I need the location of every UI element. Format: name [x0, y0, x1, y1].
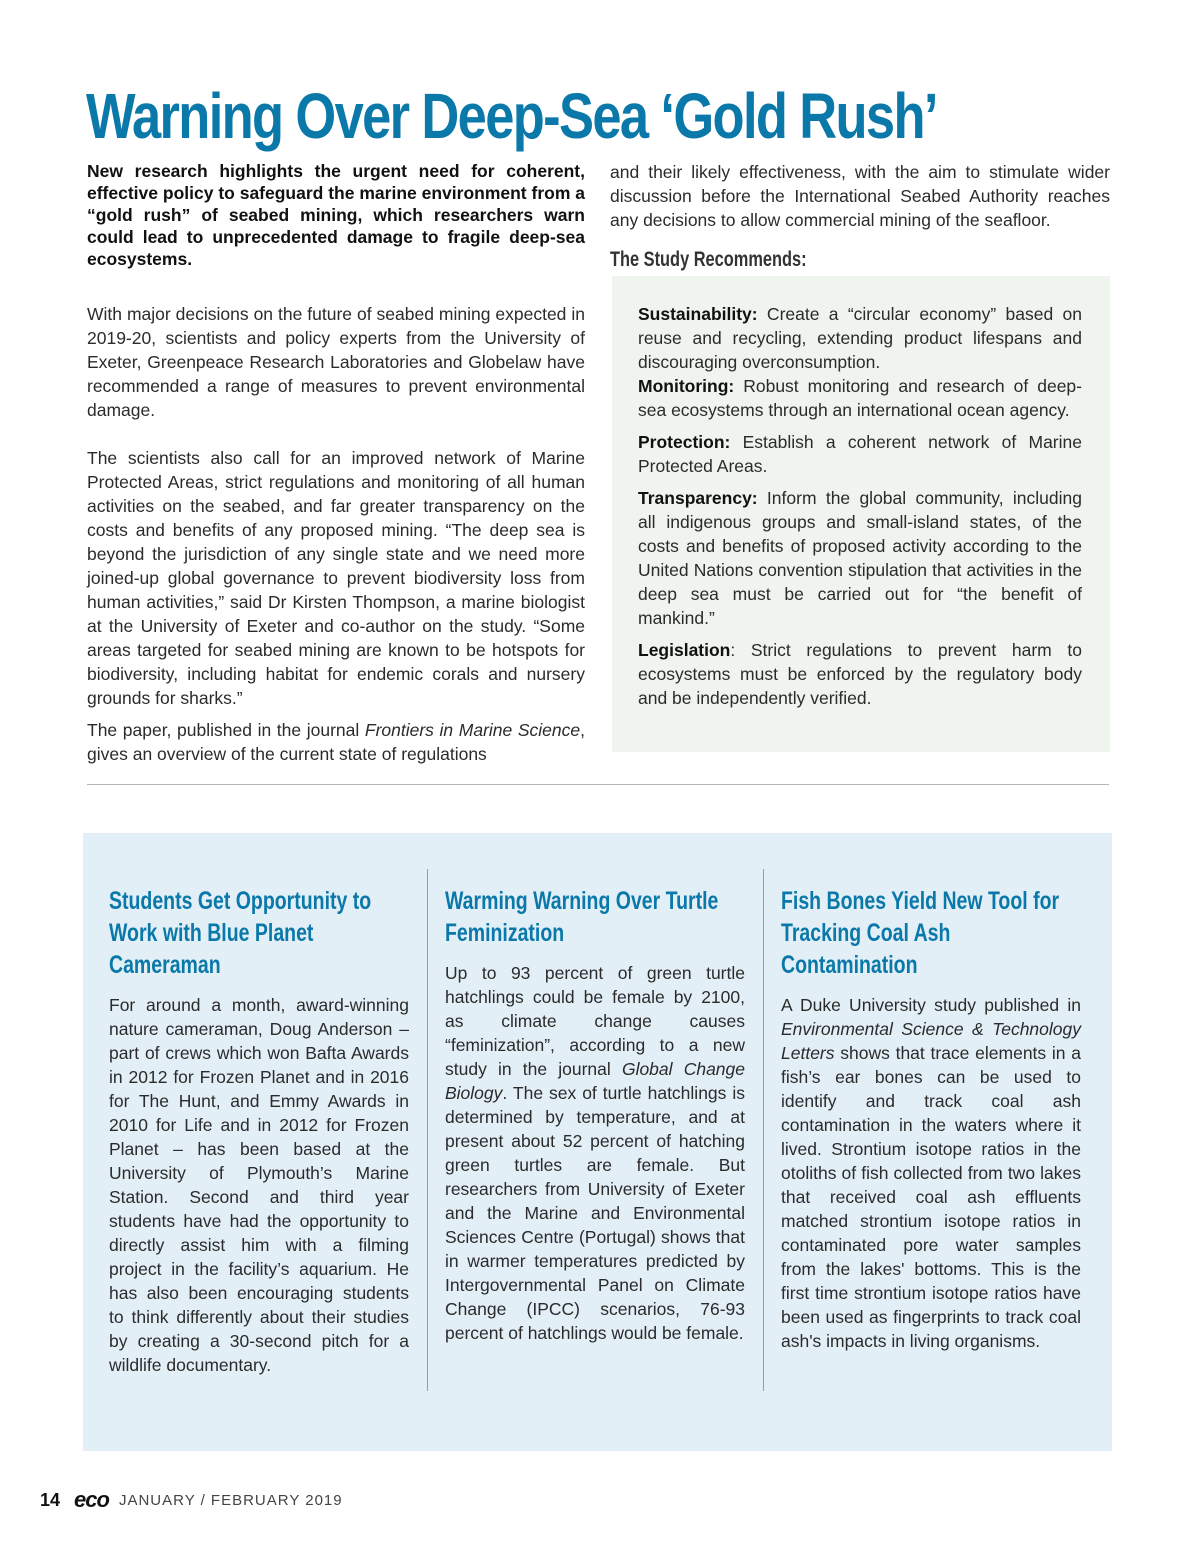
news-brief: [445, 885, 745, 1345]
brief-body: [781, 993, 1081, 1353]
article-left-column: [87, 160, 585, 766]
recommendation-label: Monitoring:: [638, 376, 735, 396]
brief-body: [445, 961, 745, 1345]
news-briefs-panel: [83, 833, 1112, 1451]
brief-title: Students Get Opportunity to Work with Blue Planet Cameraman: [109, 887, 372, 979]
article-deck: New research highlights the urgent need for coherent, effective policy to safeguard the marine environment from a “gold rush” of seabed mining, which researchers warn could lead to unprecedented damage to fragile deep-sea ecosystems.: [87, 161, 585, 269]
article-title: Warning Over Deep-Sea ‘Gold Rush’: [86, 80, 937, 152]
article-paragraph: With major decisions on the future of seabed mining expected in 2019-20, scientists and policy experts from the University of Exeter, Greenpeace Research Laboratories and Globelaw have recommended a range of measures to prevent environmental damage.: [87, 304, 585, 420]
paragraph-text: A Duke University study published in: [781, 995, 1081, 1015]
recommendation-label: Sustainability:: [638, 304, 758, 324]
recommendation-item: [638, 430, 1082, 478]
paragraph-text: shows that trace elements in a fish’s ear bones can be used to identify and track coal ash contamination in the waters where it lived. Strontium isotope ratios in the otoliths of fish collected from two lakes that received coal ash effluents matched strontium isotope ratios in contaminated pore water samples from the lakes' bottoms. This is the first time strontium isotope ratios have been used as fingerprints to track coal ash's impacts in living organisms.: [781, 1043, 1081, 1351]
recommendation-label: Legislation: [638, 640, 731, 660]
article-paragraph: The scientists also call for an improved network of Marine Protected Areas, strict regulations and monitoring of all human activities on the seabed, and far greater transparency on the costs and benefits of any proposed mining. “The deep sea is beyond the jurisdiction of any single state and we need more joined-up global governance to prevent biodiversity loss from human activities,” said Dr Kirsten Thompson, a marine biologist at the University of Exeter and co-author on the study. “Some areas targeted for seabed mining are known to be hotspots for biodiversity, including habitat for endemic corals and nursery grounds for sharks.”: [87, 448, 585, 708]
recommends-heading: The Study Recommends:: [610, 248, 807, 271]
journal-name: Environmental Science & Technology Letters: [781, 1019, 1081, 1063]
recommendation-item: [638, 486, 1082, 630]
article-paragraph: [87, 718, 585, 766]
recommendation-text: : Strict regulations to prevent harm to ecosystems must be enforced by the regulatory body and be independently verified.: [638, 640, 1082, 708]
journal-name: Frontiers in Marine Science: [364, 720, 581, 740]
recommendation-text: Inform the global community, including all indigenous groups and small-island states, of the costs and benefits of proposed activity according to the United Nations convention stipulation that activities in the deep sea must be carried out for “the benefit of mankind.”: [638, 488, 1082, 628]
paragraph-text: , gives an overview of the current state of regulations: [87, 720, 586, 764]
issue-date: JANUARY / FEBRUARY 2019: [118, 1491, 343, 1509]
recommendation-text: Establish a coherent network of Marine Protected Areas.: [638, 432, 1082, 476]
column-divider: [427, 869, 428, 1391]
recommendation-label: Protection:: [638, 432, 731, 452]
section-divider: [87, 784, 1109, 785]
magazine-logo: eco: [74, 1487, 109, 1512]
recommendation-item: [638, 638, 1082, 710]
news-brief: [109, 885, 409, 1377]
column-divider: [763, 869, 764, 1391]
paragraph-text: . The sex of turtle hatchlings is determined by temperature, and at present about 52 percent of hatching green turtles are female. But researchers from University of Exeter and the Marine and Environmental Sciences Centre (Portugal) shows that in warmer temperatures predicted by Intergovernmental Panel on Climate Change (IPCC) scenarios, 76-93 percent of hatchlings would be female.: [445, 1083, 745, 1343]
paragraph-text: The paper, published in the journal: [87, 720, 365, 740]
brief-body: For around a month, award-winning nature cameraman, Doug Anderson – part of crews which won Bafta Awards in 2012 for Frozen Planet and in 2016 for The Hunt, and Emmy Awards in 2010 for Life and in 2012 for Frozen Planet – has been based at the University of Plymouth’s Marine Station. Second and third year students have had the opportunity to directly assist him with a filming project in the facility’s aquarium. He has also been encouraging students to think differently about their studies by creating a 30-second pitch for a wildlife documentary.: [109, 995, 409, 1375]
brief-title: Warming Warning Over Turtle Feminization: [445, 887, 719, 947]
recommendations-box: [612, 276, 1110, 752]
article-right-column: [610, 160, 1110, 282]
recommendation-item: [638, 302, 1082, 374]
journal-name: Global Change Biology: [445, 1059, 745, 1103]
brief-title: Fish Bones Yield New Tool for Tracking Coal Ash Contamination: [781, 887, 1060, 979]
recommendation-item: [638, 374, 1082, 422]
page-footer: [40, 1486, 343, 1514]
recommendation-text: Robust monitoring and research of deep-sea ecosystems through an international ocean agency.: [638, 376, 1082, 420]
article-paragraph: and their likely effectiveness, with the aim to stimulate wider discussion before the International Seabed Authority reaches any decisions to allow commercial mining of the seafloor.: [610, 162, 1110, 230]
page-number: 14: [40, 1489, 61, 1510]
paragraph-text: Up to 93 percent of green turtle hatchlings could be female by 2100, as climate change causes “feminization”, according to a new study in the journal: [445, 963, 745, 1079]
news-brief: [781, 885, 1081, 1353]
recommendation-label: Transparency:: [638, 488, 758, 508]
recommendation-text: Create a “circular economy” based on reuse and recycling, extending product lifespans and discouraging overconsumption.: [638, 304, 1082, 372]
